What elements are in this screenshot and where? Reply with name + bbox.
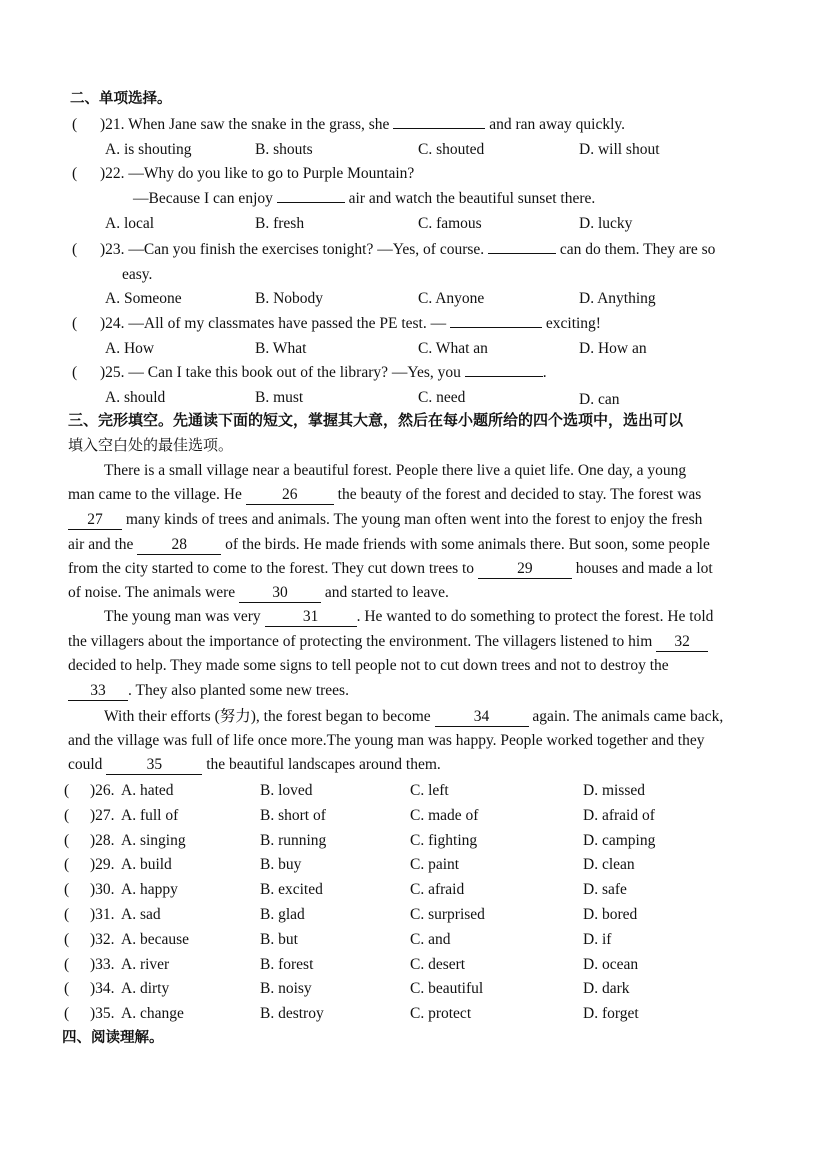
choice-option-d: D. ocean [583,956,639,973]
choice-option-a: A. change [121,1005,184,1022]
cloze-blank-33[interactable]: 33 [68,682,128,701]
choice-option-a: A. singing [121,832,186,849]
question-stem-end: air and watch the beautiful sunset there. [348,190,596,207]
question-24 [100,311,601,336]
passage-line [68,556,713,581]
question-stem: When Jane saw the snake in the grass, she [128,116,390,133]
passage-line [68,532,710,557]
question-25 [100,360,547,385]
passage-text: the beauty of the forest and decided to stay. The forest was [337,486,702,503]
choice-option-b: B. but [260,931,298,948]
section3-heading: 三、完形填空。先通读下面的短文，掌握其大意，然后在每小题所给的四个选项中，选出可以 [68,411,684,429]
option-a: A. Someone [105,290,182,307]
answer-paren: ( [64,980,70,997]
passage-line: and the village was full of life once more.The young man was happy. People worked together and they [68,732,705,749]
question-stem-end: and ran away quickly. [489,116,626,133]
option-d: D. How an [579,340,647,357]
choice-option-d: D. if [583,931,612,948]
choice-option-b: B. running [260,832,327,849]
answer-blank[interactable] [488,253,556,254]
passage-text: The young man was very [104,608,261,625]
choice-option-b: B. excited [260,881,323,898]
passage-text: of noise. The animals were [68,584,236,601]
option-c: C. shouted [418,141,485,158]
option-a: A. should [105,389,166,406]
cloze-blank-27[interactable]: 27 [68,511,122,530]
passage-text: With their efforts (努力), the forest began to become [104,708,431,725]
option-a: A. local [105,215,155,232]
passage-text: air and the [68,536,134,553]
question-23 [100,237,715,262]
option-b: B. What [255,340,307,357]
answer-paren: ( [64,856,70,873]
answer-paren: ( [72,241,78,258]
choice-option-a: A. sad [121,906,161,923]
choice-row-number: )31. [90,906,115,923]
section3-heading-line2: 填入空白处的最佳选项。 [68,436,234,454]
question-23-line2: easy. [122,266,153,283]
cloze-blank-35[interactable]: 35 [106,756,202,775]
choice-option-c: C. protect [410,1005,472,1022]
choice-row-number: )32. [90,931,115,948]
question-stem: —Can you finish the exercises tonight? —Yes, of course. [128,241,485,258]
choice-option-c: C. desert [410,956,466,973]
question-stem: — Can I take this book out of the library? —Yes, you [128,364,461,381]
passage-line [104,604,713,629]
question-22-line2 [133,186,595,211]
choice-row-number: )34. [90,980,115,997]
option-d: D. lucky [579,215,633,232]
passage-line: decided to help. They made some signs to tell people not to cut down trees and not to destroy the [68,657,669,674]
choice-option-b: B. loved [260,782,313,799]
choice-option-c: C. left [410,782,449,799]
passage-text: and started to leave. [324,584,449,601]
choice-option-c: C. surprised [410,906,485,923]
cloze-blank-31[interactable]: 31 [265,608,357,627]
choice-option-c: C. paint [410,856,460,873]
passage-text: the villagers about the importance of protecting the environment. The villagers listened to him [68,633,653,650]
choice-option-a: A. hated [121,782,174,799]
option-a: A. is shouting [105,141,192,158]
passage-line: There is a small village near a beautiful forest. People there live a quiet life. One day, a young [104,462,687,479]
option-d: D. will shout [579,141,660,158]
option-d: D. can [579,391,620,408]
option-b: B. shouts [255,141,313,158]
answer-paren: ( [72,315,78,332]
cloze-blank-28[interactable]: 28 [137,536,221,555]
question-21 [100,112,625,137]
cloze-blank-32[interactable]: 32 [656,633,708,652]
choice-option-d: D. forget [583,1005,639,1022]
passage-text: man came to the village. He [68,486,242,503]
passage-text: again. The animals came back, [532,708,724,725]
answer-paren: ( [64,956,70,973]
choice-row-number: )29. [90,856,115,873]
choice-option-c: C. beautiful [410,980,484,997]
question-stem: —Why do you like to go to Purple Mountain? [128,165,415,182]
option-b: B. must [255,389,304,406]
passage-line [68,678,349,703]
option-c: C. What an [418,340,488,357]
passage-text: houses and made a lot [575,560,713,577]
answer-paren: ( [64,832,70,849]
answer-paren: ( [64,782,70,799]
passage-line [68,482,701,507]
choice-option-d: D. missed [583,782,645,799]
choice-option-b: B. forest [260,956,314,973]
choice-row-number: )30. [90,881,115,898]
choice-option-b: B. short of [260,807,326,824]
passage-line [104,704,723,729]
choice-option-b: B. glad [260,906,305,923]
passage-text: many kinds of trees and animals. The young man often went into the forest to enjoy the fresh [125,511,703,528]
choice-option-d: D. bored [583,906,638,923]
choice-option-a: A. because [121,931,189,948]
choice-option-d: D. safe [583,881,627,898]
option-c: C. famous [418,215,482,232]
section2-heading: 二、单项选择。 [70,91,172,107]
question-stem-end: exciting! [545,315,601,332]
question-number: )23. [100,241,125,258]
choice-option-a: A. dirty [121,980,170,997]
question-stem-end: can do them. They are so [559,241,716,258]
question-22 [100,161,414,186]
cloze-blank-34[interactable]: 34 [435,708,529,727]
answer-paren: ( [72,116,78,133]
question-stem-end: . [542,364,547,381]
option-a: A. How [105,340,155,357]
question-number: )24. [100,315,125,332]
answer-paren: ( [64,881,70,898]
passage-line [68,629,708,654]
choice-row-number: )26. [90,782,115,799]
answer-paren: ( [64,807,70,824]
passage-text: of the birds. He made friends with some animals there. But soon, some people [225,536,710,553]
choice-option-d: D. clean [583,856,635,873]
choice-option-a: A. full of [121,807,179,824]
answer-paren: ( [64,931,70,948]
choice-option-d: D. dark [583,980,630,997]
question-stem: —All of my classmates have passed the PE test. — [128,315,447,332]
passage-text: . They also planted some new trees. [128,682,349,699]
choice-option-c: C. made of [410,807,479,824]
cloze-blank-26[interactable]: 26 [246,486,334,505]
option-d: D. Anything [579,290,656,307]
choice-option-a: A. build [121,856,172,873]
choice-row-number: )33. [90,956,115,973]
option-b: B. fresh [255,215,305,232]
answer-blank[interactable] [465,376,543,377]
choice-option-b: B. buy [260,856,302,873]
section4-heading: 四、阅读理解。 [62,1030,164,1046]
option-c: C. Anyone [418,290,485,307]
answer-paren: ( [64,906,70,923]
choice-option-d: D. afraid of [583,807,655,824]
answer-paren: ( [72,165,78,182]
choice-option-b: B. destroy [260,1005,324,1022]
question-number: )21. [100,116,125,133]
passage-text: could [68,756,103,773]
option-b: B. Nobody [255,290,324,307]
option-c: C. need [418,389,466,406]
question-stem: —Because I can enjoy [133,190,273,207]
passage-text: . He wanted to do something to protect the forest. He told [356,608,714,625]
choice-option-c: C. fighting [410,832,478,849]
answer-blank[interactable] [450,327,542,328]
cloze-blank-30[interactable]: 30 [239,584,321,603]
question-number: )22. [100,165,125,182]
choice-option-a: A. happy [121,881,178,898]
passage-text: from the city started to come to the forest. They cut down trees to [68,560,475,577]
choice-option-c: C. afraid [410,881,465,898]
answer-paren: ( [72,364,78,381]
question-number: )25. [100,364,125,381]
passage-text: the beautiful landscapes around them. [206,756,441,773]
choice-row-number: )27. [90,807,115,824]
choice-row-number: )28. [90,832,115,849]
choice-option-c: C. and [410,931,451,948]
choice-row-number: )35. [90,1005,115,1022]
passage-line [68,580,449,605]
answer-blank[interactable] [393,128,485,129]
passage-line [68,507,702,532]
choice-option-a: A. river [121,956,170,973]
answer-paren: ( [64,1005,70,1022]
choice-option-b: B. noisy [260,980,312,997]
choice-option-d: D. camping [583,832,656,849]
passage-line [68,752,441,777]
answer-blank[interactable] [277,202,345,203]
cloze-blank-29[interactable]: 29 [478,560,572,579]
